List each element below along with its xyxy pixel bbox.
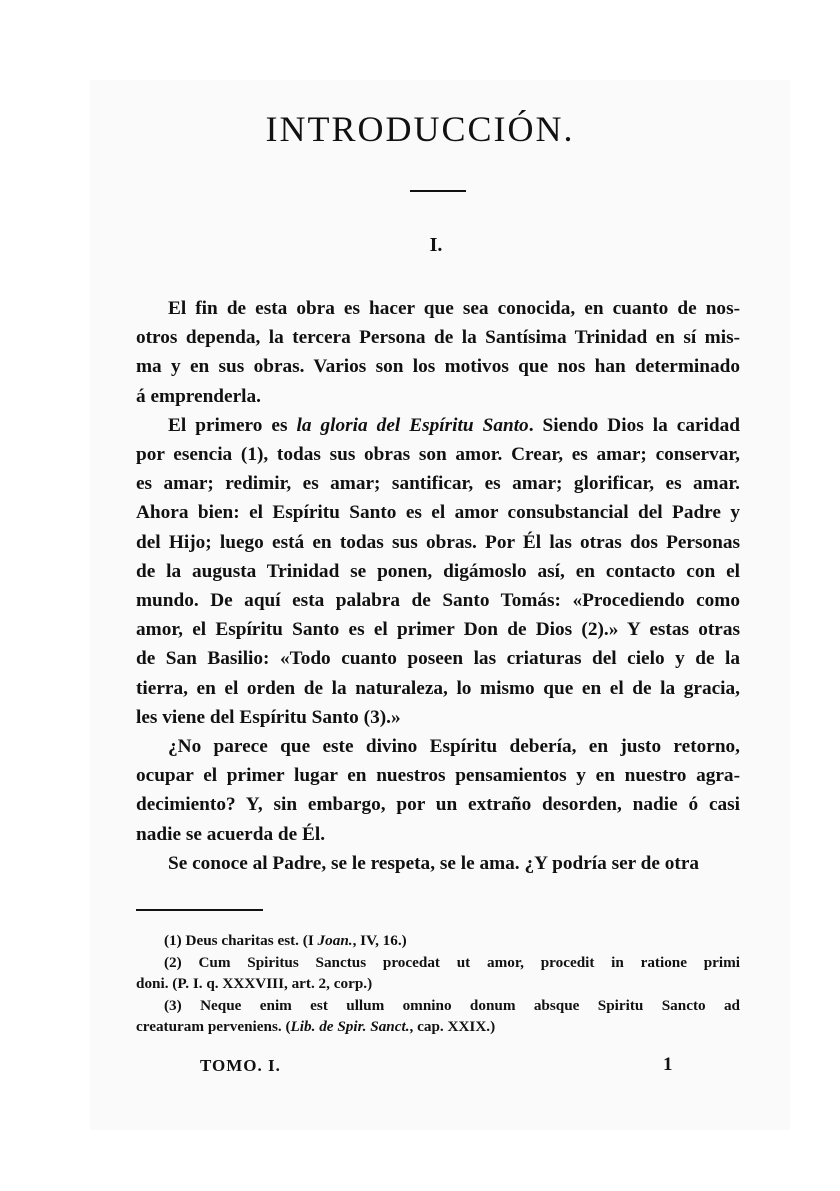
paragraph-line: Ahora bien: el Espíritu Santo es el amor consubstancial del Padre y [136,502,740,524]
paragraph-line: á emprenderla. [136,385,261,407]
paragraph-line: del Hijo; luego está en todas sus obras. Por Él las otras dos Personas [136,531,740,553]
paragraph-line: El fin de esta obra es hacer que sea conocida, en cuanto de nos- [168,298,740,319]
volume-label: TOMO. I. [200,1056,281,1075]
paragraph-line: de la augusta Trinidad se ponen, digámoslo así, en contacto con el [136,560,740,582]
paragraph-line: nadie se acuerda de Él. [136,823,326,845]
footnote-line: (3) Neque enim est ullum omnino donum absque Spiritu Sancto ad [164,996,740,1014]
paragraph-line: es amar; redimir, es amar; santificar, es amar; glorificar, es amar. [136,473,740,495]
footnote-rule [136,909,263,911]
footnote-line: (1) Deus charitas est. (I Joan., IV, 16.) [164,932,407,949]
page-title: INTRODUCCIÓN. [265,109,575,149]
paragraph-line: ocupar el primer lugar en nuestros pensamientos y en nuestro agra- [136,765,740,787]
paragraph-line: amor, el Espíritu Santo es el primer Don de Dios (2).» Y estas otras [136,619,740,641]
section-number: I. [429,234,443,256]
paragraph-line: mundo. De aquí esta palabra de Santo Tomás: «Procediendo como [136,590,740,612]
body-text [136,294,740,878]
paragraph-line: decimiento? Y, sin embargo, por un extraño desorden, nadie ó casi [136,794,740,816]
footnote-line: doni. (P. I. q. XXXVIII, art. 2, corp.) [136,975,373,992]
title-rule [410,190,466,192]
paragraph-line: El primero es la gloria del Espíritu Santo. Siendo Dios la caridad [168,414,740,436]
paragraph-line: ¿No parece que este divino Espíritu debería, en justo retorno, [168,736,740,758]
footnotes [136,930,740,1038]
paragraph-line: ma y en sus obras. Varios son los motivos que nos han determinado [136,356,740,378]
paragraph-line: de San Basilio: «Todo cuanto poseen las criaturas del cielo y de la [136,648,740,670]
footnote-line: creaturam perveniens. (Lib. de Spir. Sanct., cap. XXIX.) [136,1018,496,1035]
italic-text: la gloria del Espíritu Santo [296,414,529,436]
footnote-line: (2) Cum Spiritus Sanctus procedat ut amor, procedit in ratione primi [164,953,740,971]
page-number: 1 [663,1054,673,1075]
paragraph-line: Se conoce al Padre, se le respeta, se le ama. ¿Y podría ser de otra [168,852,700,874]
italic-text: Lib. de Spir. Sanct. [290,1018,410,1035]
paragraph-line: les viene del Espíritu Santo (3).» [136,706,401,728]
italic-text: Joan. [317,932,353,949]
paragraph-line: por esencia (1), todas sus obras son amor. Crear, es amar; conservar, [136,444,740,466]
paragraph-line: tierra, en el orden de la naturaleza, lo mismo que en el de la gracia, [136,677,740,699]
paragraph-line: otros dependa, la tercera Persona de la Santísima Trinidad en sí mis- [136,327,740,349]
